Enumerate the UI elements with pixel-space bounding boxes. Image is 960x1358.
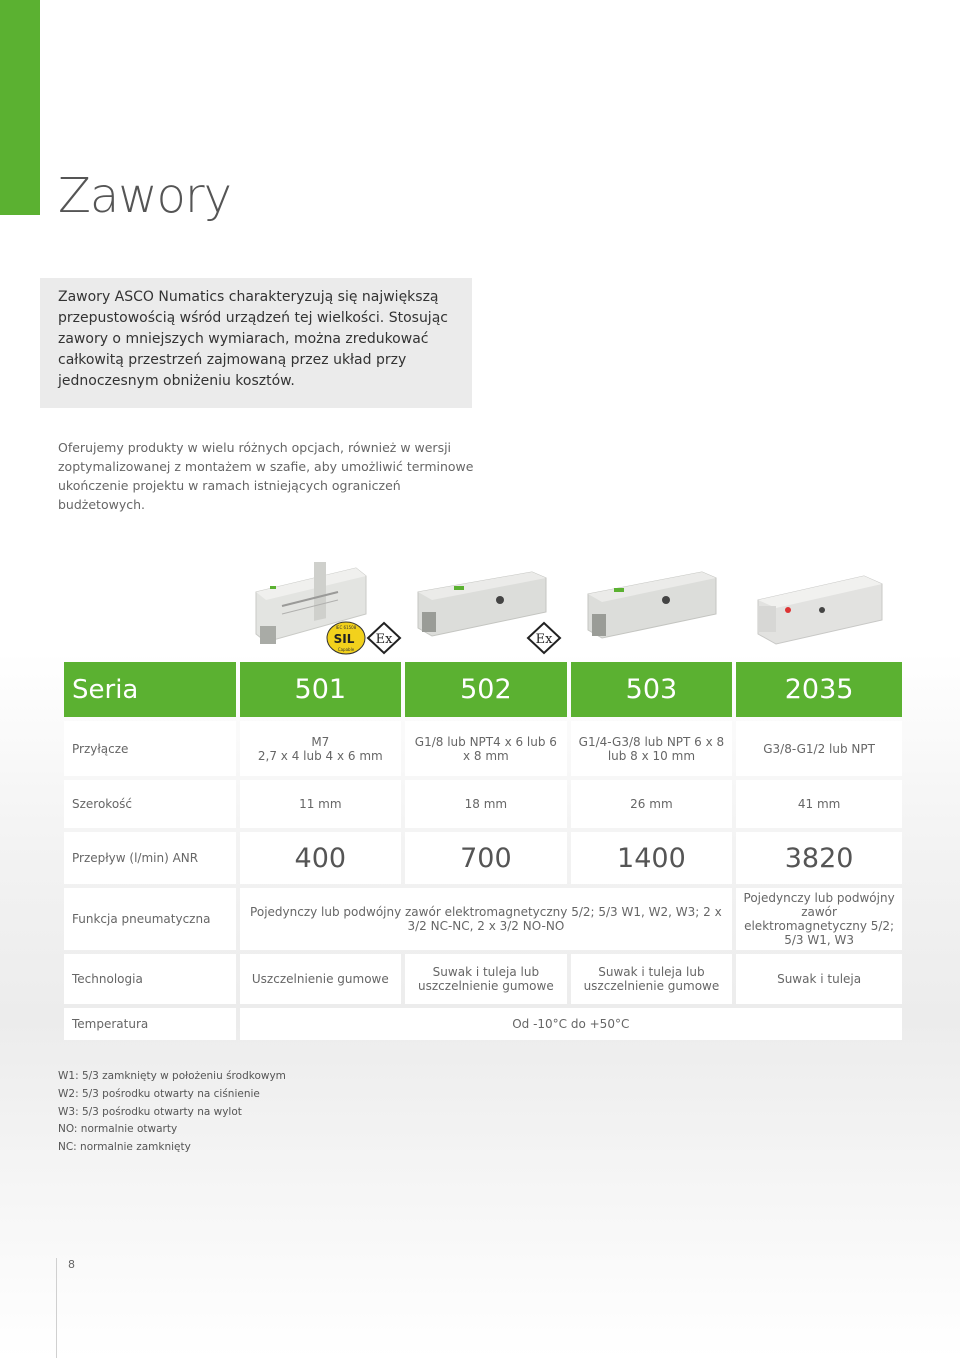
page-title: Zawory <box>58 168 232 224</box>
width-cell: 26 mm <box>571 780 733 828</box>
row-label-function: Funkcja pneumatyczna <box>64 888 236 950</box>
technology-cell: Suwak i tuleja <box>736 954 902 1004</box>
row-label-temperature: Temperatura <box>64 1008 236 1040</box>
series-2035: 2035 <box>736 662 902 717</box>
atex-ex-icon <box>366 621 402 659</box>
footnote: W3: 5/3 pośrodku otwarty na wylot <box>58 1105 242 1118</box>
row-label-technology: Technologia <box>64 954 236 1004</box>
table-row <box>64 832 902 884</box>
connection-cell: G1/8 lub NPT4 x 6 lub 6 x 8 mm <box>405 721 567 776</box>
sil-capable-badge <box>326 621 366 659</box>
series-503: 503 <box>571 662 733 717</box>
row-label-connections: Przyłącze <box>64 721 236 776</box>
valve-503-image <box>584 566 720 648</box>
flow-cell: 3820 <box>736 832 902 884</box>
flow-cell: 1400 <box>571 832 733 884</box>
function-cell: Pojedynczy lub podwójny zawór elektromagnetyczny 5/2; 5/3 W1, W3 <box>736 888 902 950</box>
flow-cell: 400 <box>240 832 402 884</box>
series-502: 502 <box>405 662 567 717</box>
row-label-flow: Przepływ (l/min) ANR <box>64 832 236 884</box>
sil-top-text: IEC 61508 <box>335 625 357 630</box>
atex-ex-icon <box>526 621 562 659</box>
temperature-cell: Od -10°C do +50°C <box>240 1008 902 1040</box>
table-row <box>64 888 902 950</box>
width-cell: 41 mm <box>736 780 902 828</box>
sil-main-text: SIL <box>333 632 355 646</box>
intro-text: Zawory ASCO Numatics charakteryzują się największą przepustowością wśród urządzeń tej wielkości. Stosując zawory o mniejszych wymiarach, można zredukować całkowitą przestrzeń zajmowaną przez układ przy jednoczesnym obniżeniu kosztów. <box>58 289 448 389</box>
row-label-width: Szerokość <box>64 780 236 828</box>
secondary-text: Oferujemy produkty w wielu różnych opcjach, również w wersji zoptymalizowanej z montażem w szafie, aby umożliwić terminowe ukończenie projektu w ramach istniejących ograniczeń budżetowych. <box>58 440 474 512</box>
function-cell-shared: Pojedynczy lub podwójny zawór elektromagnetyczny 5/2; 5/3 W1, W2, W3; 2 x 3/2 NC-NC, 2 x 3/2 NO-NO <box>240 888 733 950</box>
series-501: 501 <box>240 662 402 717</box>
connection-cell: G1/4-G3/8 lub NPT 6 x 8 lub 8 x 10 mm <box>571 721 733 776</box>
page-number: 8 <box>68 1258 75 1271</box>
connection-line1: M7 <box>311 734 330 749</box>
sil-bottom-text: Capable <box>337 647 355 652</box>
table-row <box>64 780 902 828</box>
spec-table <box>60 658 906 1044</box>
technology-cell: Uszczelnienie gumowe <box>240 954 402 1004</box>
table-header-row <box>64 662 902 717</box>
width-cell: 11 mm <box>240 780 402 828</box>
table-row <box>64 721 902 776</box>
footnote: W1: 5/3 zamknięty w położeniu środkowym <box>58 1070 286 1082</box>
page-number-rule <box>56 1258 57 1358</box>
footnote: NC: normalnie zamknięty <box>58 1141 191 1154</box>
accent-bar <box>0 0 40 215</box>
footnote: W2: 5/3 pośrodku otwarty na ciśnienie <box>58 1087 260 1100</box>
footnotes <box>58 1068 286 1157</box>
connection-line2: 2,7 x 4 lub 4 x 6 mm <box>257 748 383 763</box>
technology-cell: Suwak i tuleja lub uszczelnienie gumowe <box>405 954 567 1004</box>
ex-text-1: Ex <box>375 632 393 647</box>
technology-cell: Suwak i tuleja lub uszczelnienie gumowe <box>571 954 733 1004</box>
valve-2035-image <box>752 570 888 648</box>
ex-text-2: Ex <box>535 632 553 647</box>
flow-cell: 700 <box>405 832 567 884</box>
width-cell: 18 mm <box>405 780 567 828</box>
footnote: NO: normalnie otwarty <box>58 1123 178 1136</box>
table-row <box>64 1008 902 1040</box>
series-label: Seria <box>64 662 236 717</box>
table-row <box>64 954 902 1004</box>
connection-cell: G3/8-G1/2 lub NPT <box>736 721 902 776</box>
connection-cell <box>240 721 402 776</box>
